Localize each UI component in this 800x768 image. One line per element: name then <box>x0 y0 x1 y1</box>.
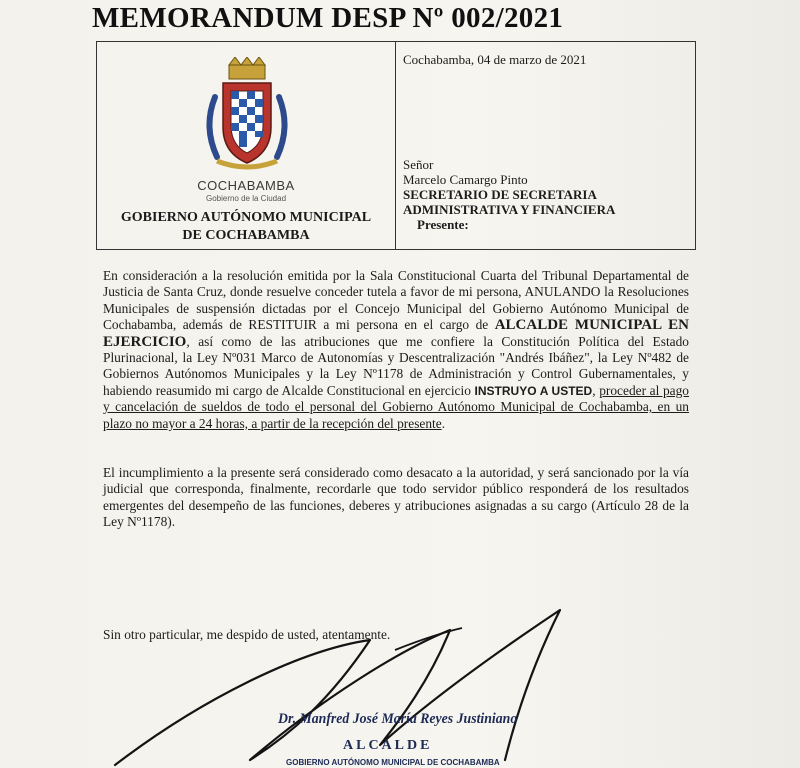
recipient-name: Marcelo Camargo Pinto <box>403 172 528 187</box>
coat-of-arms-icon <box>197 57 297 177</box>
header-divider <box>395 42 396 249</box>
p1-emphasis-instruyo: INSTRUYO A USTED <box>474 383 593 398</box>
closing-line: Sin otro particular, me despido de usted, atentamente. <box>103 627 391 642</box>
body-paragraph-2: El incumplimiento a la presente será considerado como desacato a la autoridad, y será sancionado por la vía judicial que corresponda, finalmente, recordarle que todo servidor público responderá de los resultados emergentes del desempeño de las funciones, deberes y atribuciones asignadas a su cargo (Artículo 28 de la Ley Nº1178). <box>103 465 689 530</box>
government-name <box>97 209 395 245</box>
memo-body <box>103 268 689 531</box>
memo-date: Cochabamba, 04 de marzo de 2021 <box>403 52 587 67</box>
p1-underlined-instruction: proceder al pago y cancelación de sueldos de todo el personal del Gobierno Autónomo Municipal de Cochabamba, en un plazo no mayor a 24 horas, a partir de la recepción del presente <box>103 382 689 431</box>
paragraph-gap <box>103 432 689 465</box>
recipient-title-line2: ADMINISTRATIVA Y FINANCIERA <box>403 202 616 217</box>
memo-title: MEMORANDUM DESP Nº 002/2021 <box>92 2 564 34</box>
signatory-org: GOBIERNO AUTÓNOMO MUNICIPAL DE COCHABAMBA <box>286 758 500 767</box>
p1-text-e: , <box>592 382 600 398</box>
government-name-line2: DE COCHABAMBA <box>182 228 310 243</box>
logo-city-text: COCHABAMBA <box>197 178 295 193</box>
p1-text-g: . <box>441 415 446 431</box>
salutation: Señor <box>403 157 434 172</box>
logo-subtitle: Gobierno de la Ciudad <box>205 194 287 203</box>
p1-text-a: En consideración a la resolución emitida por la Sala Constitucional Cuarta del Tribunal Departamental de Justicia de Santa Cruz, donde resuelve conceder tutela a favor de mi persona, ANULANDO la Resoluciones Municipales de suspensión dictadas por el Concejo Municipal del Gobierno Autónomo Municipal de Cochabamba, además de RESTITUIR a mi persona en el cargo de <box>103 268 689 333</box>
presente-label: Presente: <box>417 217 469 232</box>
p1-emphasis-alcalde: ALCALDE MUNICIPAL EN EJERCICIO <box>103 317 689 350</box>
recipient-block <box>403 157 693 232</box>
signatory-name: Dr. Manfred José María Reyes Justiniano <box>278 711 518 727</box>
recipient-title-line1: SECRETARIO DE SECRETARIA <box>403 187 597 202</box>
government-name-line1: GOBIERNO AUTÓNOMO MUNICIPAL <box>120 210 372 225</box>
body-paragraph-1 <box>103 268 689 432</box>
p1-text-c: , así como de las atribuciones que me confiere la Constitución Política del Estado Plurinacional, la Ley Nº031 Marco de Autonomías y Descentralización "Andrés Ibáñez", la Ley Nº482 de Gobiernos Autónomos Municipales y la Ley Nº1178 de Administración y Control Gubernamentales, y habiendo reasumido mi cargo de Alcalde Constitucional en ejercicio <box>103 333 689 398</box>
header-box <box>96 41 696 250</box>
signatory-title: ALCALDE <box>343 738 433 753</box>
